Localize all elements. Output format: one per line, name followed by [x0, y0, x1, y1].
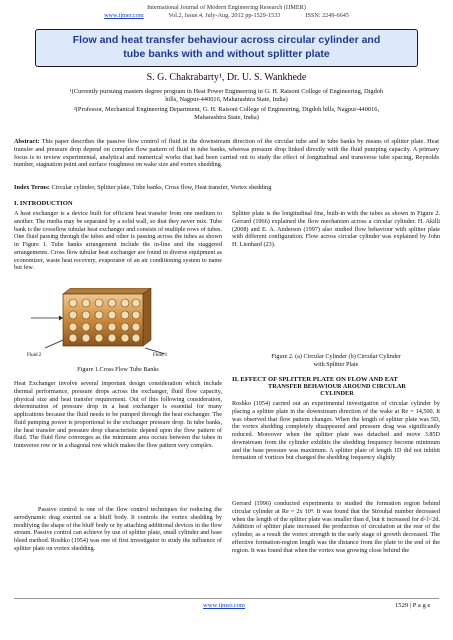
- affiliation-1-line-1: ¹(Currently pursuing masters degree program in Heat Power Engineering in G. H. Raisoni College of Engineering, Digdoh: [69, 88, 384, 95]
- affiliation-1: [30, 88, 423, 103]
- section-1-heading: I. INTRODUCTION: [14, 200, 73, 207]
- authors: S. G. Chakrabarty¹, Dr. U. S. Wankhede: [146, 72, 307, 83]
- index-terms: [14, 184, 439, 192]
- fluid-1-label: Fluid 1: [153, 353, 168, 358]
- section-2-heading-line-1: II. EFFECT OF SPLITTER PLATE ON FLOW AND EAT: [232, 376, 398, 383]
- right-paragraph-3: Gerrard (1996) conducted experiments to studied the formation region behind circular cylinder at Re = 2x 10⁴. It was found that the Strouhal number decreased when the length of the splitter plate was smaller than d, but it increased for d<l<2d. Addition of splitter plate increased the production of circulation at the rear of the cylinder, as a result the vortex strength in the early stage of growth decreased. The effective formation-region length was the distance from the plate to the end of the region. It was found that when the vortex was growing close behind the: [232, 500, 440, 554]
- right-paragraph-1: Splitter plate is the longitudinal fins, built-in with the tubes as shown in Figure 2. Gerrard (1966) explained the flow mechanism across a circular cylinder. H. Akilli (2008) and E. A. Anderson (1997) also studied flow behaviour with splitter plate with different configuration. Flow across circular cylinder was explained by John H. Lienhard (23).: [232, 210, 440, 248]
- intro-paragraph-2: Heat Exchanger involve several important design consideration which include thermal performance, pressure drops across the exchanger, fluid flow capacity, physical size and heat transfer requirement. Out of this following consideration, determination of pressure drop in a heat exchanger is essential for many applications because the fluid needs to be pumped through the heat exchanger. The fluid pumping power is proportional to the exchanger pressure drop. In tube banks, the heat transfer and pressure drop characteristic depend upon the flow pattern of fluid. The fluid flow converges as the minimum area occurs between the tubes in transverse row or in a diagonal row which makes the flow pattern very complex.: [14, 380, 222, 449]
- abstract: [14, 138, 439, 169]
- journal-name: International Journal of Modern Engineering Research (IJMER): [147, 4, 306, 11]
- section-2-heading-line-2: TRANSFER BEHAVIOUR AROUND CIRCULAR: [268, 383, 406, 390]
- abstract-label: Abstract:: [14, 138, 40, 145]
- header-issn: ISSN: 2249-6645: [305, 12, 349, 19]
- footer-website-link[interactable]: www.ijmer.com: [203, 602, 246, 609]
- header-volume: Vol.2, Issue.4, July-Aug. 2012 pp-1529-1533: [168, 12, 281, 19]
- page-number: 1529 | P a g e: [395, 602, 431, 609]
- figure-1-caption: Figure 1.Cross Flow Tube Banks: [77, 366, 159, 373]
- paper-title: [35, 29, 418, 67]
- abstract-text: This paper describes the passive flow control of fluid in the downstream direction of the circular tube and in tube banks by means of splitter plate. Heat transfer and pressure drop depend on complex flow pattern of fluid in tube banks, whereas pressure drop linked directly with the fluid pumping capacity. A primary focus is to review experimental, analytical and numerical works that had been carried out to study the effect of longitudinal and transverse tube spacing, Reynolds number, stagnation point and surface roughness on wake size and vortex shedding.: [14, 138, 439, 169]
- affiliation-2-line-2: Maharashtra State, India): [194, 113, 259, 121]
- header-website-link[interactable]: www.ijmer.com: [104, 12, 144, 19]
- affiliation-1-line-2: hills, Nagpur-440016, Maharashtra State, India): [165, 95, 288, 103]
- journal-meta-line: [0, 12, 453, 20]
- figure-2-caption-line-1: Figure 2. (a) Circular Cylinder (b) Circular Cylinder: [271, 353, 401, 360]
- affiliation-2-line-1: ²(Professor, Mechanical Engineering Department, G. H. Raisoni College of Engineering, Digdoh hills, Nagpur-440016,: [73, 106, 380, 113]
- section-2-heading: [232, 376, 442, 397]
- section-2-heading-line-3: CYLINDER: [320, 390, 354, 397]
- figure-2-caption: [232, 353, 440, 368]
- title-line-2: tube banks with and without splitter plate: [123, 47, 330, 60]
- footer-divider: [14, 598, 439, 599]
- figure-2-caption-line-2: with Splitter Plate: [313, 360, 359, 368]
- cylinder-flow-figure: [230, 285, 440, 360]
- tube-bank-figure: [25, 288, 175, 358]
- right-paragraph-2: Roshko (1954) carried out an experimental investigation of circular cylinder by placing a splitter plate in the downstream direction of the wake at Re = 14,500. It was observed that flow pattern changes. When the length of splitter plate was 5D, the vortex shedding completely disappeared and pressure drag was significantly reduced. Moreover when the splitter plate was detached and move 3.85D downstream from the cylinder exhibits the shedding frequency become minimum and the base pressure was maximum. A splitter plate of length 1D did not inhibit formation of vortices but changed the shedding frequency slightly: [232, 400, 440, 462]
- fluid-2-label: Fluid 2: [27, 353, 42, 358]
- index-terms-text: Circular cylinder, Splitter plate, Tube banks, Cross flow, Heat transfer, Vortex shedding: [49, 184, 272, 191]
- intro-paragraph-1: A heat exchanger is a device built for efficient heat transfer from one medium to another. The media may be separated by a solid wall, so that they never mix. Tube bank is the crossflow tubular heat exchanger and consists of multiple rows of tubes. One fluid passing through the tubes and other is passing across the tubes as shown in Figure 1. Tube banks arrangement include the in-line and the staggered arrangements. Cross flow tubular heat exchanger are found in diverse equipment as economizer, waste heat recovery, evaporator of an air conditioning system to name but few.: [14, 210, 222, 272]
- affiliation-2: [30, 106, 423, 121]
- index-terms-label: Index Terms:: [14, 184, 50, 191]
- title-line-1: Flow and heat transfer behaviour across circular cylinder and: [72, 34, 381, 46]
- intro-paragraph-3: Passive control is one of the flow control techniques for reducing the aerodynamic drag exerted on a bluff body. It controls the vortex shedding by modifying the shape of the bluff body or by attaching additional devices in the flow stream. Passive control can achieve by use of splitter plate, small cylinder and base bleed method. Roshko (1954) was one of first investigator to study the influence of splitter plate on vortex shedding.: [14, 506, 222, 552]
